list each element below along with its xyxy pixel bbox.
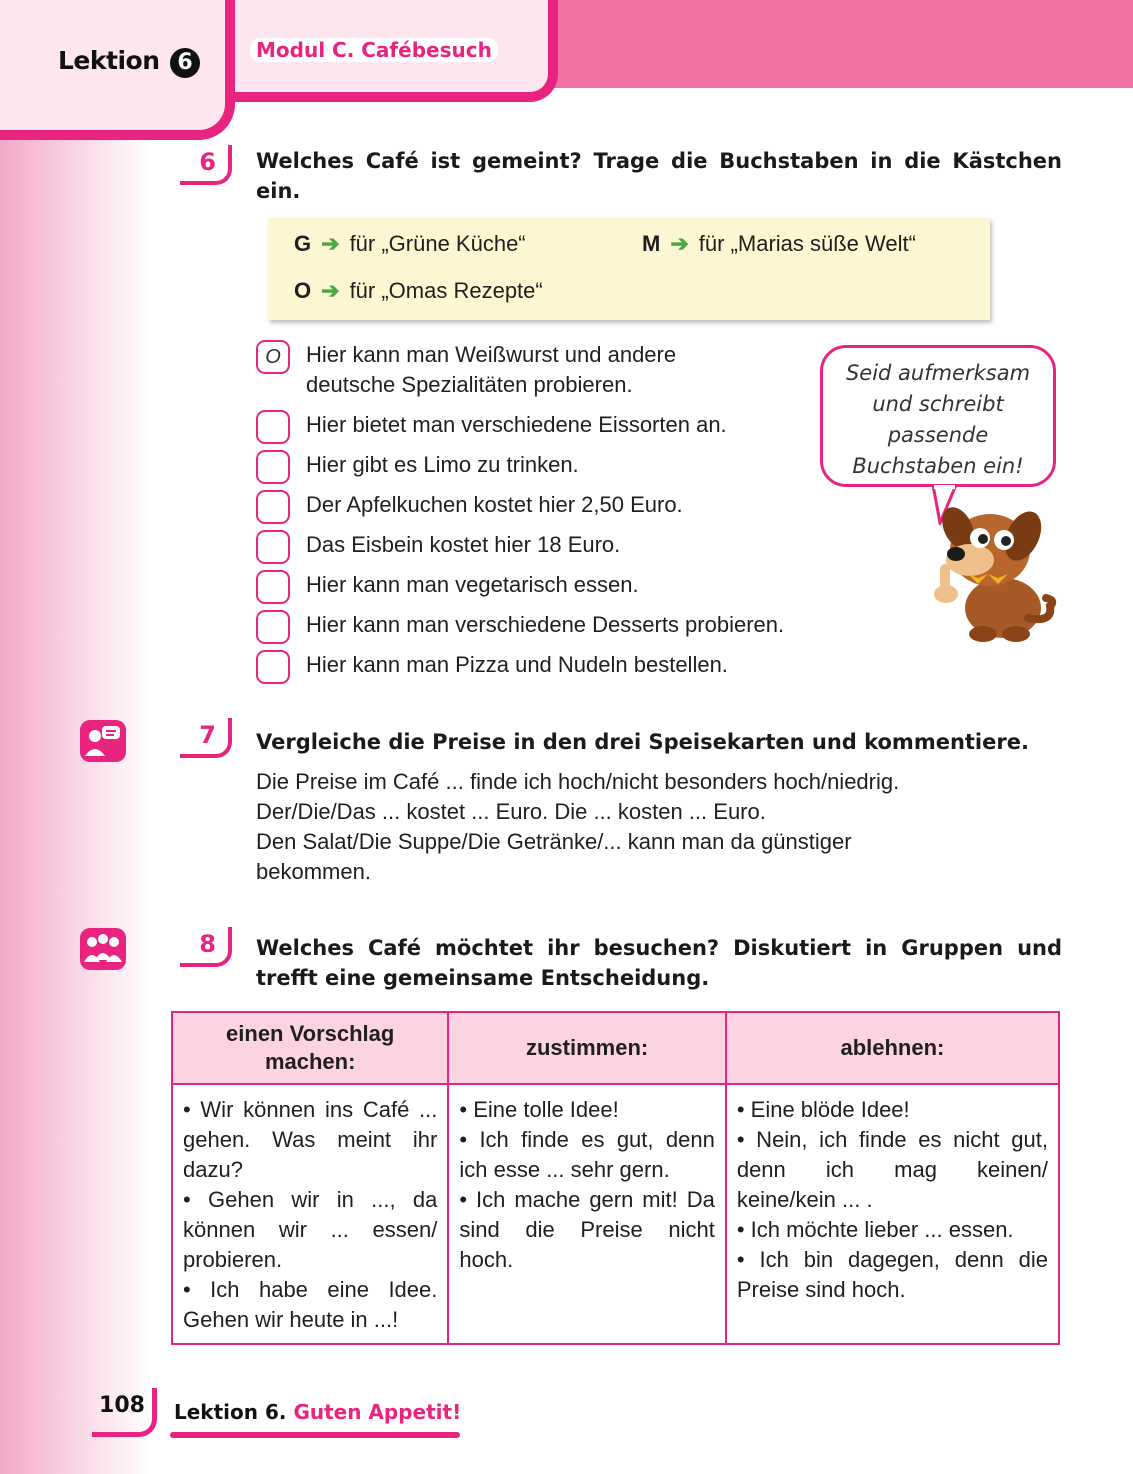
header-ablehnen: ablehnen: bbox=[726, 1012, 1059, 1084]
legend-item-o bbox=[294, 278, 543, 304]
legend-letter: O bbox=[294, 278, 312, 303]
legend-item-g bbox=[294, 231, 526, 257]
task7-line: Die Preise im Café ... finde ich hoch/nicht besonders hoch/niedrig. bbox=[256, 769, 900, 794]
cell-vorschlag: • Wir können ins Café ... gehen. Was meint ihr dazu? • Gehen wir in ..., da können wir ... essen/ probieren. • Ich habe eine Idee. Gehen wir heute in ...! bbox=[172, 1084, 448, 1344]
table-row bbox=[172, 1084, 1059, 1344]
item-text: Das Eisbein kostet hier 18 Euro. bbox=[306, 532, 621, 557]
answer-box[interactable] bbox=[256, 570, 290, 604]
answer-box[interactable] bbox=[256, 450, 290, 484]
legend-letter: G bbox=[294, 231, 312, 256]
legend-text: für „Marias süße Welt“ bbox=[698, 231, 916, 256]
answer-box[interactable] bbox=[256, 490, 290, 524]
bubble-line: passende bbox=[887, 423, 989, 447]
task6-title: Welches Café ist gemeint? Trage die Buchstaben in die Kästchen ein. bbox=[256, 149, 1062, 203]
answer-box[interactable] bbox=[256, 530, 290, 564]
header-zustimmen: zustimmen: bbox=[448, 1012, 725, 1084]
speech-bubble bbox=[820, 345, 1056, 487]
footer-lesson: Lektion 6. bbox=[174, 1400, 287, 1424]
item-text: Hier gibt es Limo zu trinken. bbox=[306, 452, 579, 477]
task-number-8: 8 bbox=[180, 927, 232, 967]
left-decor-band bbox=[0, 0, 150, 1474]
phrases-table bbox=[171, 1011, 1060, 1345]
answer-box[interactable]: O bbox=[256, 340, 290, 374]
item-text: Hier bietet man verschiedene Eissorten an. bbox=[306, 412, 727, 437]
legend-text: für „Omas Rezepte“ bbox=[349, 278, 543, 303]
footer-title bbox=[174, 1400, 461, 1424]
answer-box[interactable] bbox=[256, 650, 290, 684]
lektion-label bbox=[58, 46, 200, 78]
task7-line: bekommen. bbox=[256, 859, 371, 884]
speaking-icon bbox=[80, 720, 126, 762]
answer-box[interactable] bbox=[256, 610, 290, 644]
cell-zustimmen: • Eine tolle Idee! • Ich finde es gut, denn ich esse ... sehr gern. • Ich mache gern mit! Da sind die Preise nicht hoch. bbox=[448, 1084, 725, 1344]
group-icon bbox=[80, 928, 126, 970]
lektion-text: Lektion bbox=[58, 46, 160, 75]
footer-lesson-title: Guten Appetit! bbox=[293, 1400, 462, 1424]
arrow-right-icon: ➔ bbox=[321, 231, 340, 256]
item-text-line2: deutsche Spezialitäten probieren. bbox=[306, 372, 633, 397]
task7-line: Den Salat/Die Suppe/Die Getränke/... kann man da günstiger bbox=[256, 829, 852, 854]
footer-underline bbox=[170, 1432, 460, 1438]
task7-line: Der/Die/Das ... kostet ... Euro. Die ... kosten ... Euro. bbox=[256, 799, 766, 824]
bubble-line: und schreibt bbox=[872, 392, 1004, 416]
task7-title: Vergleiche die Preise in den drei Speisekarten und kommentiere. bbox=[256, 730, 1029, 754]
dog-illustration bbox=[928, 498, 1058, 643]
item-text: Hier kann man vegetarisch essen. bbox=[306, 572, 639, 597]
item-text: Hier kann man verschiedene Desserts probieren. bbox=[306, 612, 785, 637]
page-number: 108 bbox=[92, 1388, 157, 1437]
legend-text: für „Grüne Küche“ bbox=[349, 231, 526, 256]
arrow-right-icon: ➔ bbox=[321, 278, 340, 303]
legend-item-m bbox=[642, 231, 916, 257]
arrow-right-icon: ➔ bbox=[670, 231, 689, 256]
table-header-row bbox=[172, 1012, 1059, 1084]
lektion-number: 6 bbox=[170, 48, 200, 78]
task-number-6: 6 bbox=[180, 145, 232, 185]
legend-letter: M bbox=[642, 231, 661, 256]
item-text: Der Apfelkuchen kostet hier 2,50 Euro. bbox=[306, 492, 683, 517]
item-text: Hier kann man Pizza und Nudeln bestellen. bbox=[306, 652, 728, 677]
legend-box bbox=[268, 218, 990, 320]
item-text: Hier kann man Weißwurst und andere bbox=[306, 342, 677, 367]
task8-title: Welches Café möchtet ihr besuchen? Diskutiert in Gruppen und trefft eine gemeinsame Entscheidung. bbox=[256, 936, 1062, 990]
bubble-line: Seid aufmerksam bbox=[845, 361, 1031, 385]
cell-ablehnen: • Eine blöde Idee! • Nein, ich finde es nicht gut, denn ich mag keinen/ keine/kein ... . • Ich möchte lieber ... essen. • Ich bin dagegen, denn die Preise sind hoch. bbox=[726, 1084, 1059, 1344]
modul-label: Modul C. Cafébesuch bbox=[250, 38, 498, 62]
answer-box[interactable] bbox=[256, 410, 290, 444]
header-vorschlag: einen Vorschlag machen: bbox=[172, 1012, 448, 1084]
bubble-line: Buchstaben ein! bbox=[852, 454, 1024, 478]
task-number-7: 7 bbox=[180, 718, 232, 758]
